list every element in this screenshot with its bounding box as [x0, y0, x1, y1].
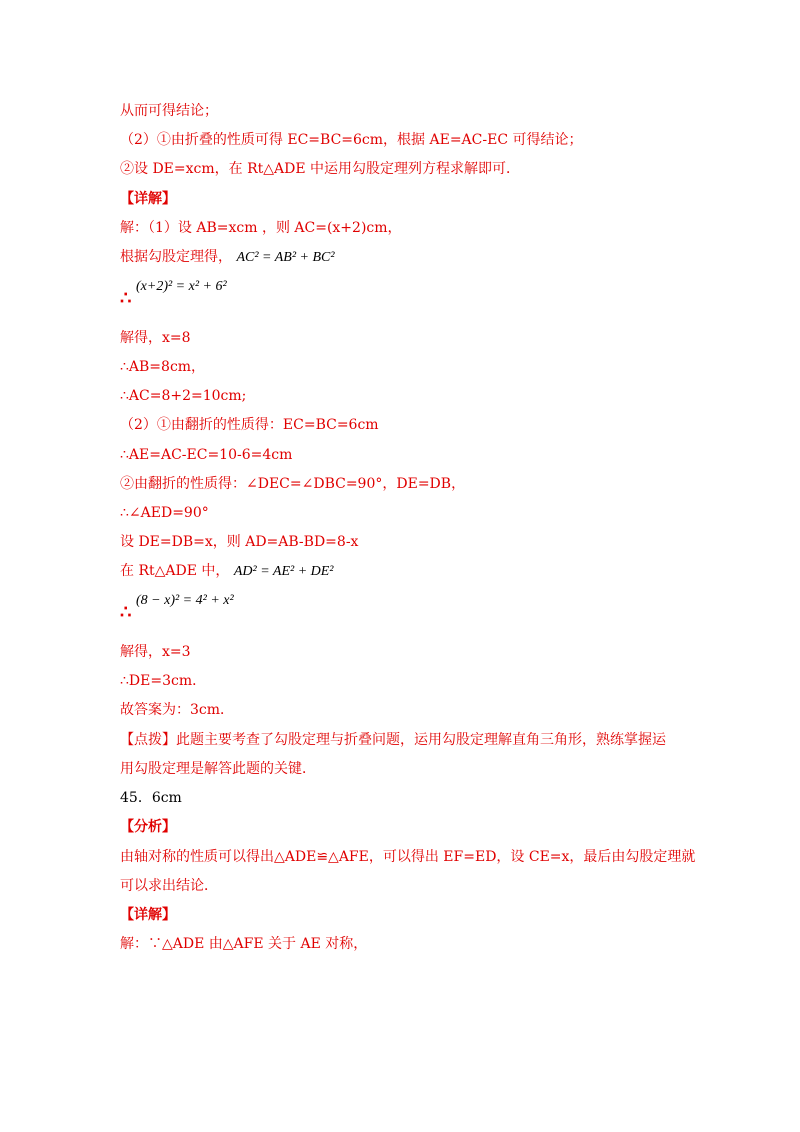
- text-line: 解得，x=8: [120, 330, 191, 346]
- text-span: 在 Rt△ADE 中，: [120, 563, 230, 579]
- section-heading: 【详解】: [120, 191, 176, 207]
- text-line: 解：∵△ADE 由△AFE 关于 AE 对称，: [120, 936, 368, 952]
- text-line: ②设 DE=xcm，在 Rt△ADE 中运用勾股定理列方程求解即可．: [120, 161, 521, 177]
- text-line: [120, 562, 334, 581]
- text-line: 【点拨】此题主要考查了勾股定理与折叠问题，运用勾股定理解直角三角形，熟练掌握运: [120, 732, 666, 748]
- text-line: （2）①由翻折的性质得：EC=BC=6cm: [120, 417, 379, 433]
- equation: AD² = AE² + DE²: [233, 564, 334, 579]
- text-line: [120, 248, 335, 267]
- text-span: 根据勾股定理得，: [120, 249, 232, 265]
- equation: AC² = AB² + BC²: [236, 250, 335, 265]
- text-line: 由轴对称的性质可以得出△ADE≌△AFE，可以得出 EF=ED，设 CE=x，最后由勾股定理就: [120, 849, 696, 865]
- equation: (x+2)² = x² + 6²: [136, 279, 227, 294]
- text-line: 可以求出结论．: [120, 878, 218, 894]
- therefore-symbol: ∴: [120, 602, 132, 623]
- text-line: 用勾股定理是解答此题的关键．: [120, 761, 316, 777]
- text-line: ∴AB=8cm，: [120, 359, 206, 375]
- text-line: 解：（1）设 AB=xcm ，则 AC=(x+2)cm，: [120, 220, 402, 236]
- text-line: ∴∠AED=90°: [120, 505, 209, 521]
- text-line: 解得，x=3: [120, 644, 191, 660]
- text-line: 从而可得结论；: [120, 103, 218, 119]
- text-line: ∴AE=AC-EC=10-6=4cm: [120, 447, 293, 463]
- text-line: 故答案为：3cm．: [120, 702, 235, 718]
- text-line: （2）①由折叠的性质可得 EC=BC=6cm，根据 AE=AC-EC 可得结论；: [120, 132, 583, 148]
- text-line: ②由翻折的性质得：∠DEC=∠DBC=90°，DE=DB，: [120, 476, 466, 492]
- section-heading: 【分析】: [120, 819, 176, 835]
- text-line: 设 DE=DB=x，则 AD=AB-BD=8-x: [120, 534, 359, 550]
- therefore-symbol: ∴: [120, 288, 132, 309]
- equation: (8 − x)² = 4² + x²: [136, 593, 234, 608]
- text-line: ∴AC=8+2=10cm;: [120, 388, 247, 404]
- section-heading: 【详解】: [120, 907, 176, 923]
- text-line: ∴DE=3cm．: [120, 673, 207, 689]
- question-number: 45．6cm: [120, 790, 182, 806]
